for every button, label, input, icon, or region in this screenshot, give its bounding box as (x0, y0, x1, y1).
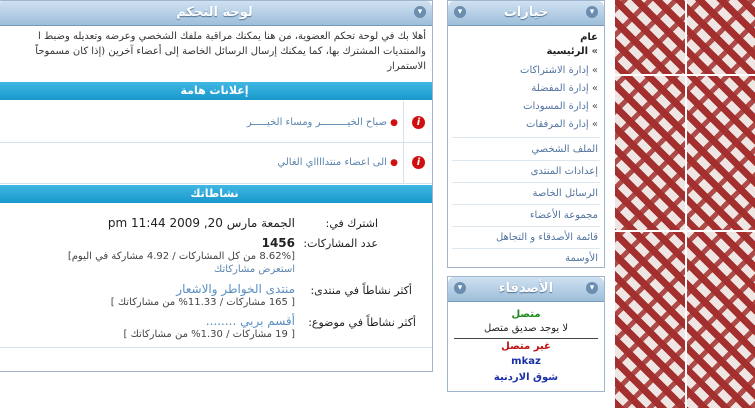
announcement-text[interactable]: صباح الخيـــــــــر ومساء الخيـــــر (246, 117, 387, 128)
online-label: متصل (511, 309, 541, 320)
pattern-divider (685, 0, 687, 408)
view-posts-link[interactable]: استعرض مشاركاتك (214, 264, 295, 275)
menu-item-forum-settings[interactable]: إعدادات المنتدى (530, 166, 598, 177)
menu-item-attachments[interactable]: » إدارة المرفقات (526, 119, 598, 130)
menu-item-drafts[interactable]: » إدارة المسودات (523, 101, 598, 112)
collapse-icon[interactable]: ▾ (454, 282, 466, 294)
activity-bar (0, 185, 432, 203)
divider (0, 347, 432, 348)
options-header (448, 1, 604, 26)
menu-item-favorites[interactable]: » إدارة المفضلة (531, 83, 598, 94)
offline-label: غير متصل (501, 341, 551, 352)
active-forum-link[interactable]: منتدى الخواطر والاشعار (176, 282, 295, 296)
joined-label: اشترك في: (325, 217, 378, 230)
announcement-link[interactable] (277, 157, 398, 168)
friends-header (448, 277, 604, 302)
options-panel (447, 0, 605, 268)
friends-panel (447, 276, 605, 392)
active-topic-stats: [ 19 مشاركات / 1.30% من مشاركاتك ] (123, 329, 295, 340)
active-forum-label: أكثر نشاطاً في منتدى: (310, 284, 412, 297)
posts-label: عدد المشاركات: (303, 237, 378, 250)
intro-line-2: والمنتديات المشترك بها، كما يمكنك إرسال الرسائل الخاصة إلى أعضاء آخرين (إذا كان مسموحاً (35, 46, 426, 57)
control-panel-title: لوحة التحكم (176, 5, 253, 20)
collapse-icon[interactable]: ▾ (414, 6, 426, 18)
divider (452, 204, 600, 205)
collapse-icon[interactable]: ▾ (454, 6, 466, 18)
no-online-text: لا يوجد صديق متصل (483, 323, 569, 334)
collapse-icon[interactable]: ▾ (586, 6, 598, 18)
control-panel-header (0, 1, 432, 26)
chevron-icon: » (591, 83, 598, 94)
divider (403, 101, 404, 142)
general-label: عام (580, 32, 598, 43)
chevron-icon: » (591, 65, 598, 76)
divider (452, 182, 600, 183)
divider (452, 160, 600, 161)
menu-item-friends-ignore[interactable]: قائمة الأصدقاء و التجاهل (495, 232, 598, 243)
announcements-bar (0, 82, 432, 100)
activity-title: نشاطاتك (190, 187, 239, 200)
friend-link[interactable]: شوق الاردنية (493, 372, 559, 383)
divider (452, 248, 600, 249)
chevron-icon: » (591, 46, 598, 57)
divider (454, 338, 598, 339)
info-icon: i (412, 156, 425, 169)
active-topic-label: أكثر نشاطاً في موضوع: (308, 316, 416, 329)
arrow-icon: ● (390, 118, 398, 128)
info-icon: i (412, 116, 425, 129)
posts-stats: [8.62% من كل المشاركات / 4.92 مشاركة في اليوم] (67, 251, 295, 262)
intro-line-1: أهلا بك في لوحة تحكم العضوية، من هنا يمكنك مراقبة ملفك الشخصي وعرضه وتعديله وضبط ا (38, 31, 426, 42)
joined-value: الجمعة مارس 20, 2009 11:44 pm (107, 216, 295, 230)
active-topic-link[interactable]: أقسم بربي ........ (205, 314, 295, 328)
collapse-icon[interactable]: ▾ (586, 282, 598, 294)
divider (452, 226, 600, 227)
friends-title: الأصدقاء (498, 281, 554, 296)
menu-item-private-messages[interactable]: الرسائل الخاصة (532, 188, 598, 199)
intro-line-3: الاستمرار (387, 61, 426, 72)
options-title: خيارات (503, 5, 549, 20)
announcements-title: إعلانات هامة (180, 84, 249, 97)
menu-item-subscriptions[interactable]: » إدارة الاشتراكات (520, 65, 598, 76)
divider (452, 137, 600, 138)
menu-item-home[interactable]: » الرئيسية (546, 46, 598, 57)
announcement-text[interactable]: الى اعضاء منتدااااي الغالي (277, 157, 387, 168)
posts-value: 1456 (261, 236, 295, 250)
chevron-icon: » (591, 119, 598, 130)
announcement-link[interactable] (247, 117, 398, 128)
arrow-icon: ● (390, 158, 398, 168)
announcement-row (0, 101, 432, 143)
chevron-icon: » (591, 101, 598, 112)
divider (403, 143, 404, 183)
menu-item-groups[interactable]: مجموعة الأعضاء (529, 210, 598, 221)
friend-link[interactable]: mkaz (511, 356, 541, 367)
active-forum-stats: [ 165 مشاركات / 11.33% من مشاركاتك ] (110, 297, 295, 308)
announcement-row (0, 143, 432, 184)
menu-item-medals[interactable]: الأوسمة (565, 253, 598, 264)
menu-item-profile[interactable]: الملف الشخصي (531, 144, 598, 155)
